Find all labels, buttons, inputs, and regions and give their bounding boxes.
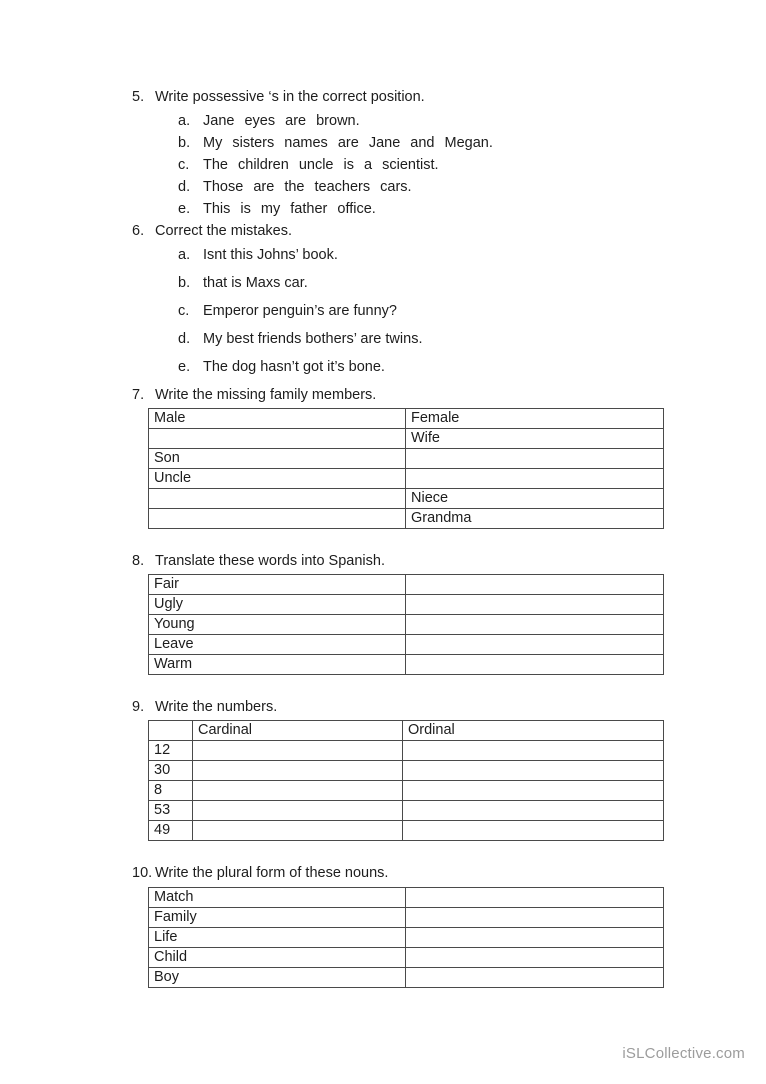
table-cell: 30 xyxy=(149,761,193,781)
exercise-number: 9. xyxy=(132,699,145,715)
table-cell: Female xyxy=(406,409,664,429)
table-row xyxy=(149,429,664,449)
table-cell: Male xyxy=(149,409,406,429)
item-text: My best friends bothers’ are twins. xyxy=(203,331,423,347)
table-cell: Boy xyxy=(149,968,406,988)
exercise-9-heading xyxy=(132,700,672,715)
exercise-title: Write the numbers. xyxy=(155,699,278,715)
table-cell: Leave xyxy=(149,635,406,655)
exercise-7 xyxy=(132,388,672,529)
table-cell xyxy=(406,575,664,595)
table-cell xyxy=(149,489,406,509)
table-cell xyxy=(406,449,664,469)
exercise-7-heading xyxy=(132,388,672,403)
table-row xyxy=(149,928,664,948)
exercise-5 xyxy=(132,90,672,217)
table-cell xyxy=(406,888,664,908)
exercise-title: Correct the mistakes. xyxy=(155,223,292,239)
exercise-9 xyxy=(132,700,672,841)
item-text: My sisters names are Jane and Megan. xyxy=(203,135,493,151)
table-cell: 12 xyxy=(149,741,193,761)
table-cell xyxy=(193,821,403,841)
table-row xyxy=(149,409,664,429)
table-cell: Fair xyxy=(149,575,406,595)
table-row xyxy=(149,509,664,529)
table-cell: Cardinal xyxy=(193,721,403,741)
translation-table xyxy=(148,574,664,675)
table-cell: 49 xyxy=(149,821,193,841)
table-row xyxy=(149,655,664,675)
table-cell: Young xyxy=(149,615,406,635)
item-letter: d. xyxy=(178,179,191,195)
table-cell xyxy=(149,509,406,529)
item-letter: a. xyxy=(178,113,191,129)
item-letter: e. xyxy=(178,359,191,375)
item-text: The dog hasn’t got it’s bone. xyxy=(203,359,385,375)
exercise-item xyxy=(132,248,672,263)
item-text: Emperor penguin’s are funny? xyxy=(203,303,397,319)
exercise-6 xyxy=(132,224,672,375)
table-cell: 53 xyxy=(149,801,193,821)
islcollective-watermark: iSLCollective.com xyxy=(622,1045,745,1062)
exercise-item xyxy=(132,202,672,217)
exercise-item xyxy=(132,360,672,375)
table-cell: Uncle xyxy=(149,469,406,489)
table-cell: Child xyxy=(149,948,406,968)
exercise-item xyxy=(132,276,672,291)
table-cell xyxy=(193,781,403,801)
table-cell xyxy=(406,615,664,635)
table-row xyxy=(149,801,664,821)
item-text: Jane eyes are brown. xyxy=(203,113,360,129)
exercise-item xyxy=(132,180,672,195)
exercise-8-heading xyxy=(132,554,672,569)
table-cell xyxy=(406,968,664,988)
exercise-item xyxy=(132,114,672,129)
table-cell: Life xyxy=(149,928,406,948)
table-row xyxy=(149,449,664,469)
exercise-8 xyxy=(132,554,672,675)
worksheet-content xyxy=(132,90,672,988)
table-cell: Warm xyxy=(149,655,406,675)
table-cell xyxy=(406,948,664,968)
table-row xyxy=(149,741,664,761)
item-text: The children uncle is a scientist. xyxy=(203,157,439,173)
table-cell: Niece xyxy=(406,489,664,509)
table-row xyxy=(149,575,664,595)
table-cell: 8 xyxy=(149,781,193,801)
exercise-title: Write the plural form of these nouns. xyxy=(155,865,389,881)
exercise-item xyxy=(132,332,672,347)
exercise-title: Translate these words into Spanish. xyxy=(155,553,385,569)
table-row xyxy=(149,595,664,615)
table-cell xyxy=(193,761,403,781)
exercise-number: 10. xyxy=(132,865,153,881)
table-cell xyxy=(403,821,664,841)
item-text: that is Maxs car. xyxy=(203,275,308,291)
exercise-number: 8. xyxy=(132,553,145,569)
table-cell xyxy=(149,429,406,449)
table-cell xyxy=(406,655,664,675)
table-cell xyxy=(193,801,403,821)
exercise-item xyxy=(132,304,672,319)
table-row xyxy=(149,968,664,988)
table-cell: Wife xyxy=(406,429,664,449)
table-cell xyxy=(403,801,664,821)
exercise-number: 7. xyxy=(132,387,145,403)
table-cell: Family xyxy=(149,908,406,928)
exercise-5-heading xyxy=(132,90,672,105)
family-members-table xyxy=(148,408,664,529)
table-row xyxy=(149,615,664,635)
table-row xyxy=(149,489,664,509)
table-cell xyxy=(149,721,193,741)
table-cell xyxy=(406,908,664,928)
exercise-item xyxy=(132,136,672,151)
item-letter: e. xyxy=(178,201,191,217)
table-cell xyxy=(406,469,664,489)
exercise-10-heading xyxy=(132,866,672,881)
plurals-table xyxy=(148,887,664,988)
item-letter: d. xyxy=(178,331,191,347)
item-letter: c. xyxy=(178,303,190,319)
table-cell: Grandma xyxy=(406,509,664,529)
table-cell xyxy=(406,928,664,948)
table-cell: Ordinal xyxy=(403,721,664,741)
exercise-5-items xyxy=(132,114,672,217)
table-cell: Match xyxy=(149,888,406,908)
item-letter: b. xyxy=(178,275,191,291)
item-letter: a. xyxy=(178,247,191,263)
table-row xyxy=(149,781,664,801)
item-text: This is my father office. xyxy=(203,201,376,217)
table-cell: Son xyxy=(149,449,406,469)
item-text: Those are the teachers cars. xyxy=(203,179,412,195)
item-text: Isnt this Johns’ book. xyxy=(203,247,338,263)
table-row xyxy=(149,721,664,741)
exercise-6-heading xyxy=(132,224,672,239)
numbers-table xyxy=(148,720,664,841)
exercise-10 xyxy=(132,866,672,988)
table-cell xyxy=(403,761,664,781)
table-cell xyxy=(193,741,403,761)
exercise-title: Write possessive ‘s in the correct position. xyxy=(155,89,425,105)
table-cell xyxy=(406,635,664,655)
table-row xyxy=(149,821,664,841)
table-cell xyxy=(403,781,664,801)
table-row xyxy=(149,635,664,655)
table-row xyxy=(149,908,664,928)
table-cell xyxy=(406,595,664,615)
table-row xyxy=(149,761,664,781)
exercise-6-items xyxy=(132,248,672,375)
exercise-title: Write the missing family members. xyxy=(155,387,377,403)
table-cell xyxy=(403,741,664,761)
exercise-item xyxy=(132,158,672,173)
item-letter: b. xyxy=(178,135,191,151)
exercise-number: 5. xyxy=(132,89,145,105)
item-letter: c. xyxy=(178,157,190,173)
table-row xyxy=(149,469,664,489)
table-row xyxy=(149,888,664,908)
table-row xyxy=(149,948,664,968)
table-cell: Ugly xyxy=(149,595,406,615)
exercise-number: 6. xyxy=(132,223,145,239)
